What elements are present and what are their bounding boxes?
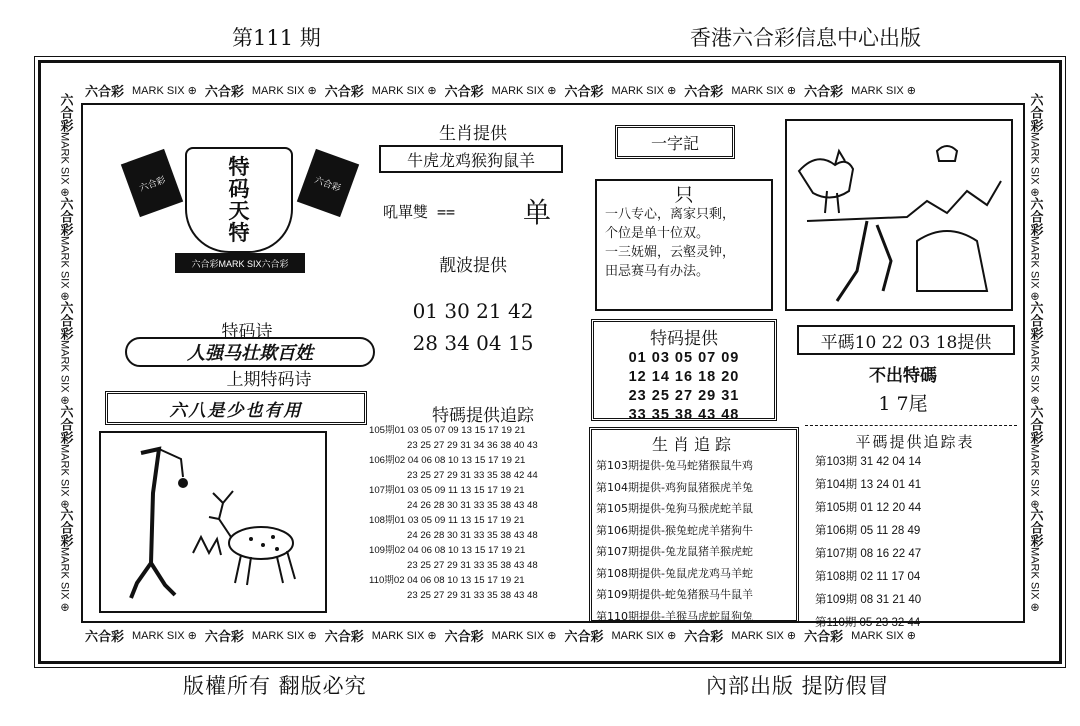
shengxiao-list: 牛虎龙鸡猴狗鼠羊 [379, 145, 563, 173]
emblem-ribbon: 六合彩MARK SIX六合彩 [175, 253, 305, 273]
track-row: 108期01 03 05 09 11 13 15 17 19 21 [369, 515, 525, 526]
border-text: MARK SIX ⊕ [491, 84, 557, 97]
rooster-sketch-icon [787, 121, 1011, 309]
emblem [123, 135, 353, 285]
pingma-track-title: 平碼提供追踪表 [855, 433, 975, 451]
border-logo: 六合彩 [444, 629, 484, 645]
illustration-deer [99, 431, 327, 613]
shengxiao-track-row: 第108期提供-兔鼠虎龙鸡马羊蛇 [596, 566, 753, 580]
shield-char: 码 [228, 176, 250, 201]
shengxiao-track-row: 第103期提供-兔马蛇猪猴鼠牛鸡 [596, 459, 753, 472]
divider [805, 425, 1017, 426]
border-text: MARK SIX ⊕ [611, 629, 677, 642]
yiziji-line: 田忌赛马有办法。 [605, 264, 710, 279]
tema-track-table [369, 423, 579, 603]
pingma-track-row: 第109期 08 31 21 40 [815, 594, 922, 606]
tema-row: 23 25 27 29 31 [628, 388, 740, 404]
border-logo: 六合彩 [1027, 404, 1043, 444]
border-strip-left [55, 93, 75, 633]
shield-char: 天 [228, 198, 250, 223]
content-area [81, 103, 1025, 629]
track-row: 107期01 03 05 09 11 13 15 17 19 21 [369, 485, 525, 496]
shengxiao-title: 生肖提供 [439, 124, 507, 144]
border-text: MARK SIX ⊕ [1028, 132, 1041, 197]
yiziji-box [595, 179, 773, 311]
border-text: MARK SIX ⊕ [58, 235, 71, 301]
pingma-track-row: 第104期 13 24 01 41 [815, 479, 922, 491]
border-text: MARK SIX ⊕ [371, 629, 437, 642]
track-row: 24 26 28 30 31 33 35 38 43 48 [407, 500, 538, 511]
border-text: MARK SIX ⊕ [251, 629, 317, 642]
pingma-track-row: 第107期 08 16 22 47 [815, 548, 922, 560]
flag-right: 六合彩 [297, 149, 359, 217]
border-logo: 六合彩 [804, 629, 844, 645]
border-text: MARK SIX ⊕ [1028, 339, 1041, 405]
deer-sketch-icon [101, 433, 325, 611]
border-logo: 六合彩 [85, 84, 125, 100]
tema-poem-label: 特码诗 [221, 322, 273, 342]
track-row: 23 25 27 29 31 33 35 38 43 48 [407, 590, 538, 601]
tema-box [591, 319, 777, 421]
border-logo: 六合彩 [564, 629, 604, 645]
border-text: MARK SIX ⊕ [731, 84, 797, 97]
tema-row: 33 35 38 43 48 [628, 407, 740, 423]
shengxiao-track-title: 生肖追踪 [651, 435, 736, 454]
border-text: MARK SIX ⊕ [251, 84, 317, 97]
pingma-track-table [815, 451, 1015, 635]
tema-row: 12 14 16 18 20 [628, 369, 740, 385]
pingma-track-row: 第105期 01 12 20 44 [815, 502, 922, 514]
lingbo-row: 28 34 04 15 [412, 331, 534, 355]
border-text: MARK SIX ⊕ [851, 629, 917, 642]
yiziji-line: 一八专心，离家只剩， [605, 207, 736, 222]
border-logo: 六合彩 [324, 84, 364, 100]
pingma-track-row: 第108期 02 11 17 04 [815, 571, 921, 583]
border-logo: 六合彩 [444, 84, 484, 100]
shengxiao-track-row: 第105期提供-兔狗马猴虎蛇羊鼠 [596, 502, 753, 515]
border-logo: 六合彩 [1027, 300, 1043, 340]
border-strip-top [81, 80, 1025, 100]
track-row: 109期02 04 06 08 10 13 15 17 19 21 [369, 545, 526, 556]
lingbo-title: 靓波提供 [439, 256, 507, 276]
border-logo: 六合彩 [204, 629, 244, 645]
track-row: 24 26 28 30 31 33 35 38 43 48 [407, 530, 538, 541]
border-text: MARK SIX ⊕ [58, 547, 71, 613]
track-row: 23 25 27 29 31 33 35 38 42 44 [407, 470, 538, 481]
border-logo: 六合彩 [57, 404, 73, 444]
pingma-box: 平碼10 22 03 18提供 [797, 325, 1015, 355]
illustration-rooster [785, 119, 1013, 311]
border-text: MARK SIX ⊕ [491, 629, 557, 642]
tema-title: 特码提供 [650, 329, 718, 349]
tema-numbers [598, 349, 770, 425]
copyright: 版權所有 翻版必究 [183, 674, 367, 698]
border-logo: 六合彩 [684, 84, 724, 100]
track-row: 23 25 27 29 31 33 35 38 43 48 [407, 560, 538, 571]
border-logo: 六合彩 [57, 300, 73, 340]
shengxiao-track [589, 427, 799, 623]
internal-notice: 內部出版 提防假冒 [706, 674, 890, 698]
flag-left: 六合彩 [121, 149, 183, 217]
danshuang-label: 吼單雙 == [383, 203, 456, 221]
yiziji-title: 一字記 [615, 125, 735, 159]
track-row: 106期02 04 06 08 10 13 15 17 19 21 [369, 455, 526, 466]
buchu-tema: 不出特碼 [869, 366, 937, 386]
pingma-track-row: 第106期 05 11 28 49 [815, 525, 921, 537]
track-row: 110期02 04 06 08 10 13 15 17 19 21 [369, 575, 525, 586]
border-logo: 六合彩 [324, 629, 364, 645]
shengxiao-track-row: 第110期提供-羊猴马虎蛇鼠狗兔 [596, 609, 753, 623]
last-tema-poem-label: 上期特码诗 [226, 370, 312, 390]
border-text: MARK SIX ⊕ [1028, 547, 1041, 613]
lingbo-numbers [383, 295, 563, 359]
shield-char: 特 [228, 220, 250, 245]
shengxiao-track-row: 第106期提供-猴兔蛇虎羊猪狗牛 [596, 523, 753, 537]
shengxiao-track-row: 第104期提供-鸡狗鼠猪猴虎羊兔 [596, 480, 753, 494]
shengxiao-track-row: 第107期提供-兔龙鼠猪羊猴虎蛇 [596, 545, 753, 558]
shield [185, 147, 293, 253]
yiziji-line: 一三妩媚，云壑灵钟， [605, 245, 736, 260]
border-text: MARK SIX ⊕ [1028, 443, 1041, 509]
main-frame [38, 60, 1062, 664]
border-logo: 六合彩 [564, 84, 604, 100]
border-text: MARK SIX ⊕ [611, 84, 677, 97]
border-logo: 六合彩 [57, 508, 73, 548]
border-logo: 六合彩 [57, 93, 73, 132]
border-text: MARK SIX ⊕ [731, 629, 797, 642]
border-text: MARK SIX ⊕ [132, 629, 197, 642]
border-text: MARK SIX ⊕ [851, 84, 917, 97]
lingbo-row: 01 30 21 42 [412, 299, 534, 323]
track-row: 105期01 03 05 07 09 13 15 17 19 21 [369, 425, 526, 436]
publisher: 香港六合彩信息中心出版 [690, 26, 921, 50]
border-logo: 六合彩 [1027, 508, 1043, 548]
border-text: MARK SIX ⊕ [1028, 235, 1041, 301]
border-logo: 六合彩 [1027, 196, 1043, 236]
pingma-track-row: 第103期 31 42 04 14 [815, 456, 922, 468]
pingma-track-row: 第110期 05 23 32 44 [815, 617, 921, 629]
border-text: MARK SIX ⊕ [58, 339, 71, 405]
border-logo: 六合彩 [57, 196, 73, 236]
track-row: 23 25 27 29 31 34 36 38 40 43 [407, 440, 538, 451]
border-logo: 六合彩 [1027, 93, 1043, 132]
border-logo: 六合彩 [804, 84, 844, 100]
yiziji-char: 只 [674, 184, 694, 206]
tail-number: 1 7尾 [878, 393, 928, 415]
border-logo: 六合彩 [85, 629, 125, 645]
border-text: MARK SIX ⊕ [132, 84, 197, 97]
shield-char: 特 [228, 154, 250, 179]
shengxiao-track-row: 第109期提供-蛇兔猪猴马牛鼠羊 [596, 588, 753, 601]
tema-row: 01 03 05 07 09 [628, 350, 740, 366]
border-text: MARK SIX ⊕ [371, 84, 437, 97]
danshuang-value: 单 [523, 196, 552, 229]
border-logo: 六合彩 [204, 84, 244, 100]
yiziji-line: 个位是单十位双。 [605, 226, 710, 241]
border-text: MARK SIX ⊕ [58, 443, 71, 509]
tema-poem: 人强马壮欺百姓 [125, 337, 375, 367]
tema-track-title: 特碼提供追踪 [432, 406, 534, 426]
border-strip-right [1025, 93, 1045, 633]
border-logo: 六合彩 [684, 629, 724, 645]
border-text: MARK SIX ⊕ [58, 132, 71, 197]
issue-number: 第111 期 [232, 26, 321, 50]
last-tema-poem: 六八是少也有用 [105, 391, 367, 425]
